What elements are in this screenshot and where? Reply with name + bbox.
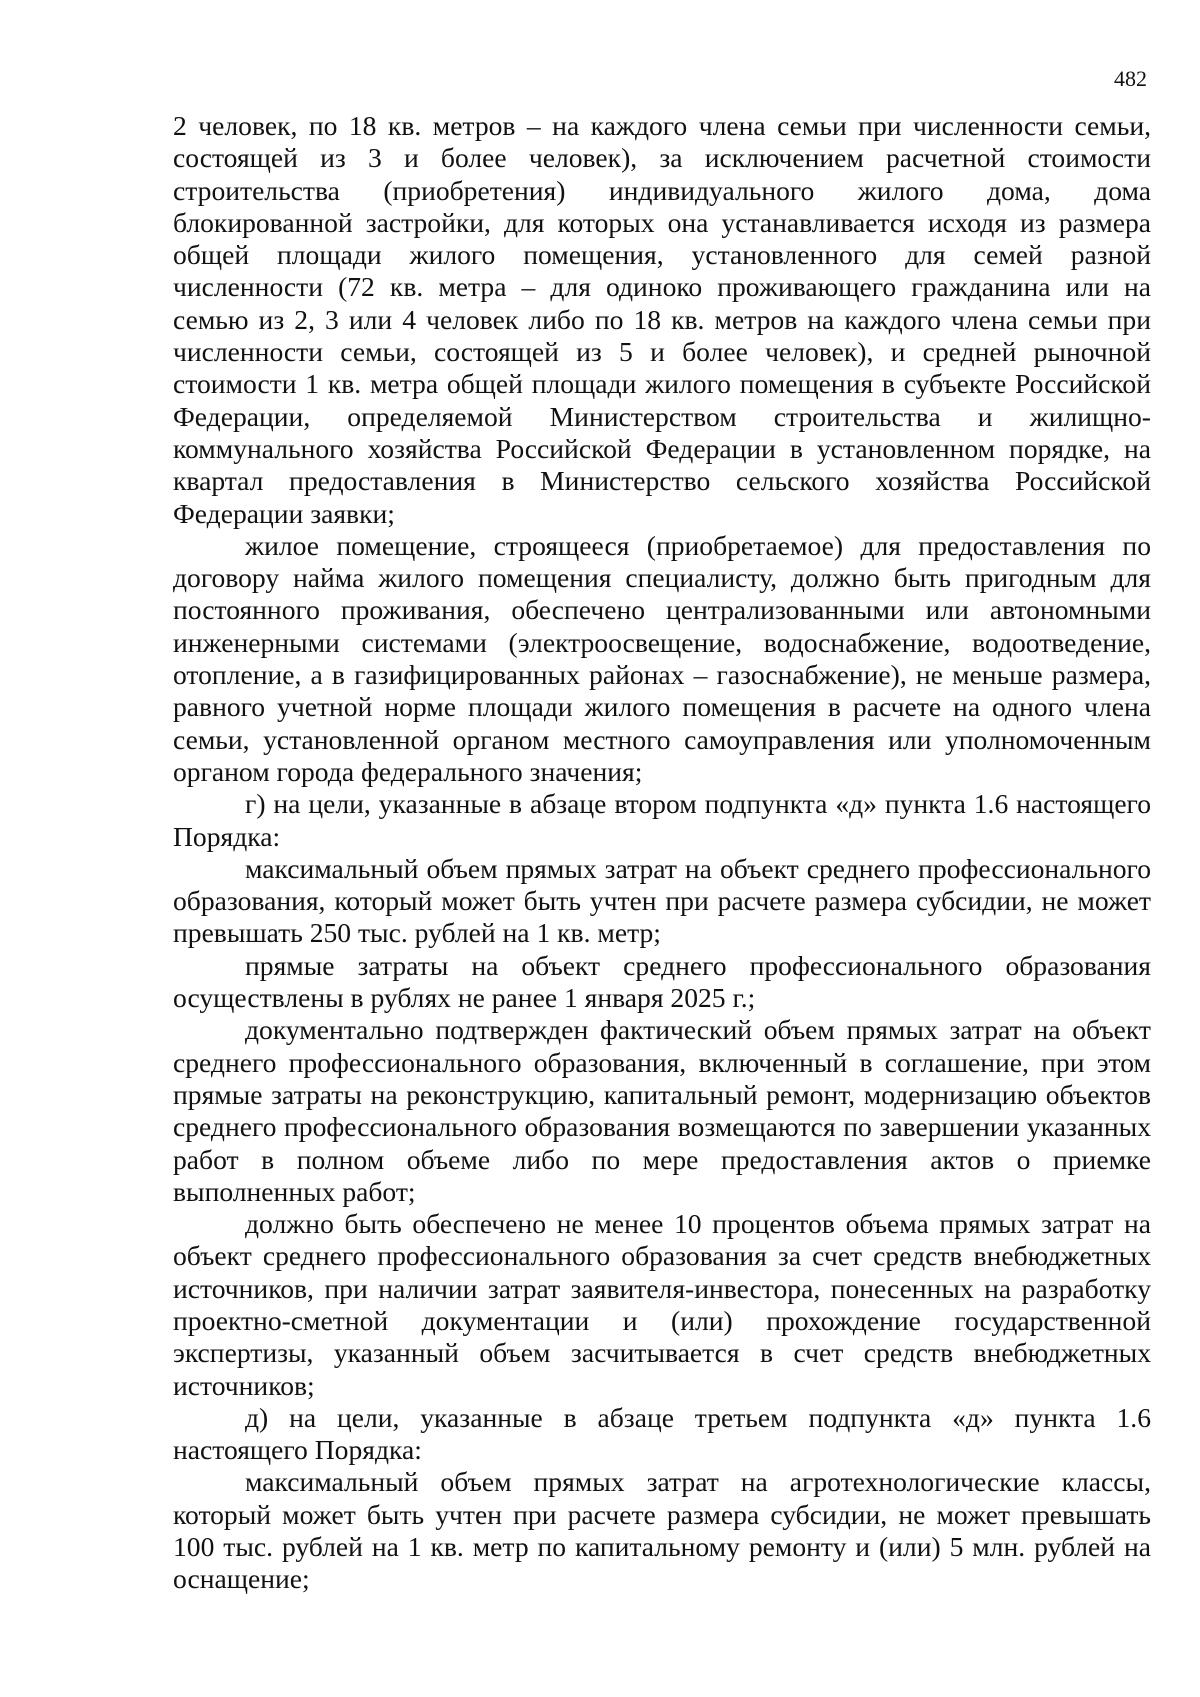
paragraph-5: прямые затраты на объект среднего профессионального образования осуществлены в рублях не ранее 1 января 2025 г.; bbox=[173, 949, 1151, 1014]
paragraph-8: д) на цели, указанные в абзаце третьем подпункта «д» пункта 1.6 настоящего Порядка: bbox=[173, 1401, 1151, 1466]
paragraph-3: г) на цели, указанные в абзаце втором подпункта «д» пункта 1.6 настоящего Порядка: bbox=[173, 788, 1151, 852]
paragraph-2: жилое помещение, строящееся (приобретаемое) для предоставления по договору найма жилого помещения специалисту, должно быть пригодным для постоянного проживания, обеспечено централизованными или автономными инженерными системами (электроосвещение, водоснабжение, водоотведение, отопление, а в газифицированных районах – газоснабжение), не меньше размера, равного учетной норме площади жилого помещения в расчете на одного члена семьи, установленной органом местного самоуправления или уполномоченным органом города федерального значения; bbox=[173, 529, 1151, 787]
paragraph-1: 2 человек, по 18 кв. метров – на каждого члена семьи при численности семьи, состоящей из 3 и более человек), за исключением расчетной стоимости строительства (приобретения) индивидуального жилого дома, дома блокированной застройки, для которых она устанавливается исходя из размера общей площади жилого помещения, установленного для семей разной численности (72 кв. метра – для одиноко проживающего гражданина или на семью из 2, 3 или 4 человек либо по 18 кв. метров на каждого члена семьи при численности семьи, состоящей из 5 и более человек), и средней рыночной стоимости 1 кв. метра общей площади жилого помещения в субъекте Российской Федерации, определяемой Министерством строительства и жилищно-коммунального хозяйства Российской Федерации в установленном порядке, на квартал предоставления в Министерство сельского хозяйства Российской Федерации заявки; bbox=[173, 110, 1151, 529]
page-number: 482 bbox=[1114, 66, 1147, 91]
paragraph-7: должно быть обеспечено не менее 10 процентов объема прямых затрат на объект среднего профессионального образования за счет средств внебюджетных источников, при наличии затрат заявителя-инвестора, понесенных на разработку проектно-сметной документации и (или) прохождение государственной экспертизы, указанный объем засчитывается в счет средств внебюджетных источников; bbox=[173, 1208, 1151, 1401]
paragraph-6: документально подтвержден фактический объем прямых затрат на объект среднего профессионального образования, включенный в соглашение, при этом прямые затраты на реконструкцию, капитальный ремонт, модернизацию объектов среднего профессионального образования возмещаются по завершении указанных работ в полном объеме либо по мере предоставления актов о приемке выполненных работ; bbox=[173, 1014, 1151, 1207]
document-body bbox=[173, 110, 1151, 1596]
paragraph-9: максимальный объем прямых затрат на агротехнологические классы, который может быть учтен при расчете размера субсидии, не может превышать 100 тыс. рублей на 1 кв. метр по капитальному ремонту и (или) 5 млн. рублей на оснащение; bbox=[173, 1466, 1151, 1595]
paragraph-4: максимальный объем прямых затрат на объект среднего профессионального образования, который может быть учтен при расчете размера субсидии, не может превышать 250 тыс. рублей на 1 кв. метр; bbox=[173, 852, 1151, 949]
